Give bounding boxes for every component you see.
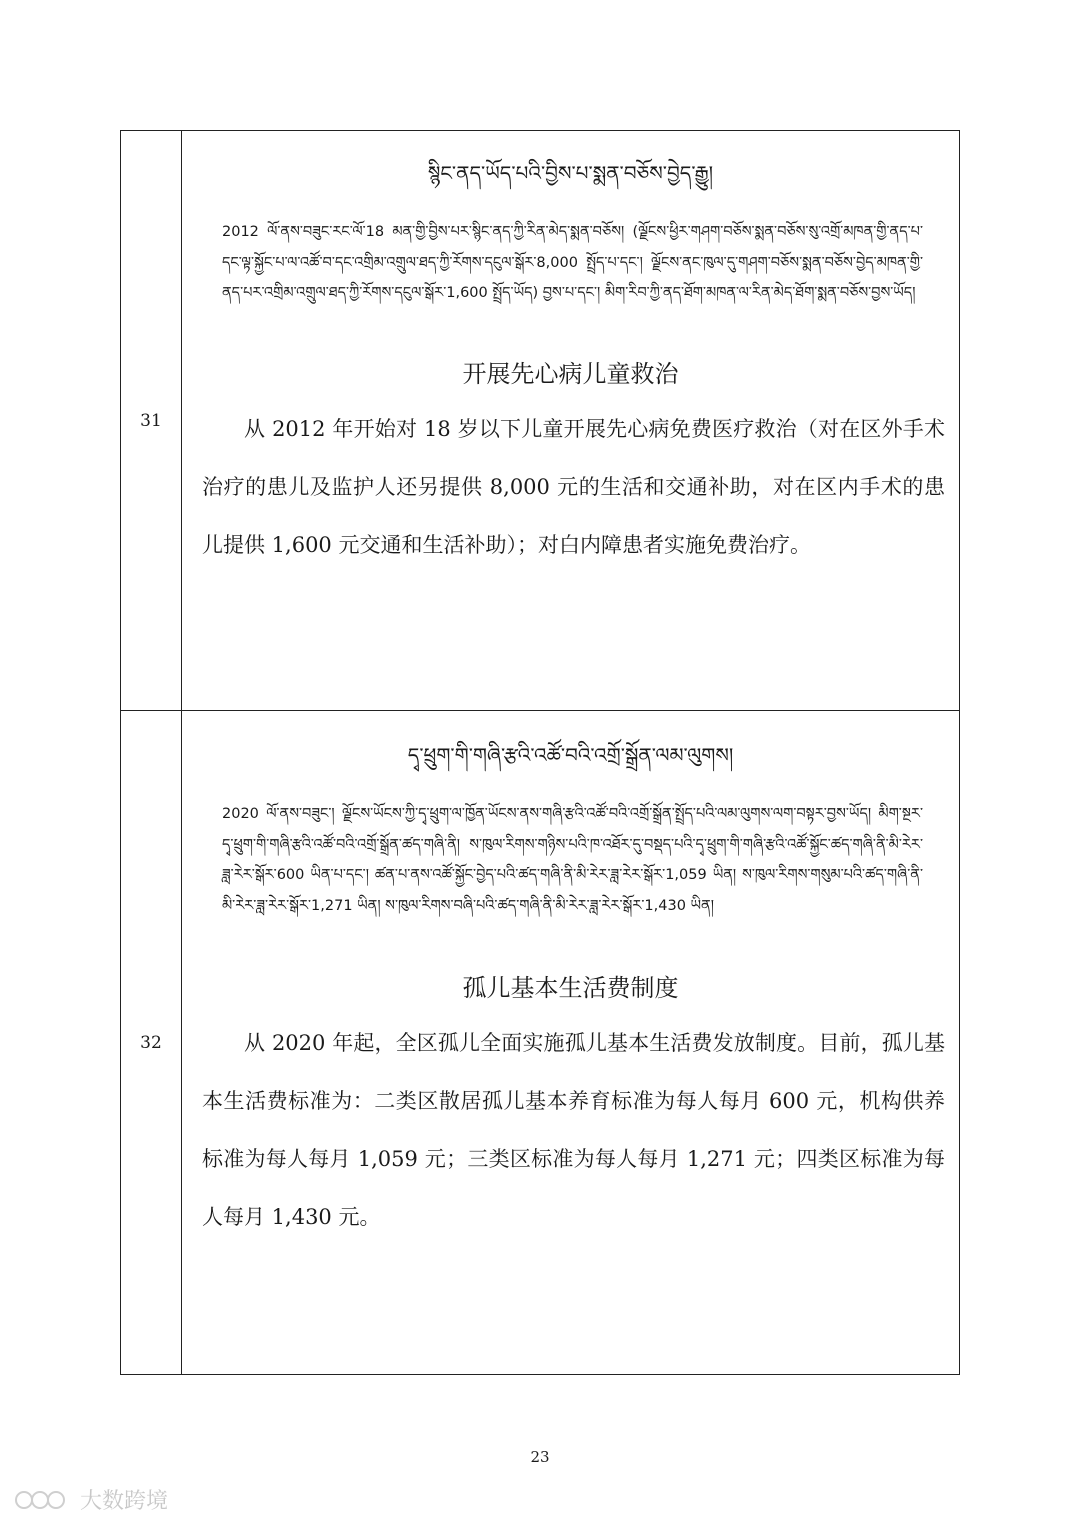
table-row (121, 711, 960, 1375)
row-number: 31 (121, 131, 182, 711)
watermark-logo-icon (14, 1486, 74, 1514)
row-content (182, 711, 960, 1375)
chinese-title: 开展先心病儿童救治 (462, 359, 679, 388)
table-row (121, 131, 960, 711)
tibetan-body: 2020 ལོ་ནས་བཟུང་། ལྗོངས་ཡོངས་ཀྱི་དྭ་ཕྲུག་ལ་ཁྱོན་ཡོངས་ནས་གཞི་རྩའི་འཚོ་བའི་འགྲོ་སྒྲོན་སྤྲོད་པའི་ལམ་ལུགས་ལག་བསྟར་བྱས་ཡོད། མིག་སྔར་དྭ་ཕྲུག་གི་གཞི་རྩའི་འཚོ་བའི་འགྲོ་སྒྲོན་ཚད་གཞི་ནི། ས་ཁུལ་རིགས་གཉིས་པའི་ཁ་འཐོར་དུ་བསྡད་པའི་དྭ་ཕྲུག་གི་གཞི་རྩའི་འཚོ་སྐྱོང་ཚད་གཞི་ནི་མི་རེར་ཟླ་རེར་སྒོར་600 ཡིན་པ་དང་། ཚན་པ་ནས་འཚོ་སྐྱོང་བྱེད་པའི་ཚད་གཞི་ནི་མི་རེར་ཟླ་རེར་སྒོར་1,059 ཡིན། ས་ཁུལ་རིགས་གསུམ་པའི་ཚད་གཞི་ནི་མི་རེར་ཟླ་རེར་སྒོར་1,271 ཡིན། ས་ཁུལ་རིགས་བཞི་པའི་ཚད་གཞི་ནི་མི་རེར་ཟླ་རེར་སྒོར་1,430 ཡིན། (222, 806, 923, 914)
chinese-title: 孤儿基本生活费制度 (462, 974, 679, 1002)
tibetan-title: སྙིང་ནད་ཡོད་པའི་བྱིས་པ་སྨན་བཅོས་བྱེད་རྒྱུ། (427, 161, 714, 185)
page-number: 23 (530, 1448, 550, 1466)
tibetan-body: 2012 ལོ་ནས་བཟུང་རང་ལོ་18 མན་གྱི་བྱིས་པར་སྙིང་ནད་ཀྱི་རིན་མེད་སྨན་བཅོས། (ལྗོངས་ཕྱིར་གཤག་བཅོས་སྨན་བཅོས་སུ་འགྲོ་མཁན་གྱི་ནད་པ་དང་ལྟ་སྐྱོང་པ་ལ་འཚོ་བ་དང་འགྲིམ་འགྲུལ་ཐད་ཀྱི་རོགས་དངུལ་སྒོར་8,000 སྤྲོད་པ་དང་། ལྗོངས་ནང་ཁུལ་དུ་གཤག་བཅོས་སྨན་བཅོས་བྱེད་མཁན་གྱི་ནད་པར་འགྲིམ་འགྲུལ་ཐད་ཀྱི་རོགས་དངུལ་སྒོར་1,600 སྤྲོད་ཡོད) བྱས་པ་དང་། མིག་རིབ་ཀྱི་ནད་ཐོག་མཁན་ལ་རིན་མེད་ཐོག་སྨན་བཅོས་བྱས་ཡོད། (222, 224, 923, 301)
chinese-body: 从 2012 年开始对 18 岁以下儿童开展先心病免费医疗救治（对在区外手术治疗的患儿及监护人还另提供 8,000 元的生活和交通补助，对在区内手术的患儿提供 1,600 元交通和生活补助）；对白内障患者实施免费治疗。 (202, 416, 945, 557)
content-table (120, 130, 960, 1375)
chinese-body: 从 2020 年起，全区孤儿全面实施孤儿基本生活费发放制度。目前，孤儿基本生活费标准为：二类区散居孤儿基本养育标准为每人每月 600 元，机构供养标准为每人每月 1,059 元；三类区标准为每人每月 1,271 元；四类区标准为每人每月 1,430 元。 (202, 1031, 945, 1230)
watermark (14, 1484, 168, 1515)
row-content (182, 131, 960, 711)
watermark-text: 大数跨境 (80, 1489, 169, 1514)
tibetan-title: དྭ་ཕྲུག་གི་གཞི་རྩའི་འཚོ་བའི་འགྲོ་སྒྲོན་ལམ་ལུགས། (407, 743, 734, 767)
row-number: 32 (121, 711, 182, 1375)
